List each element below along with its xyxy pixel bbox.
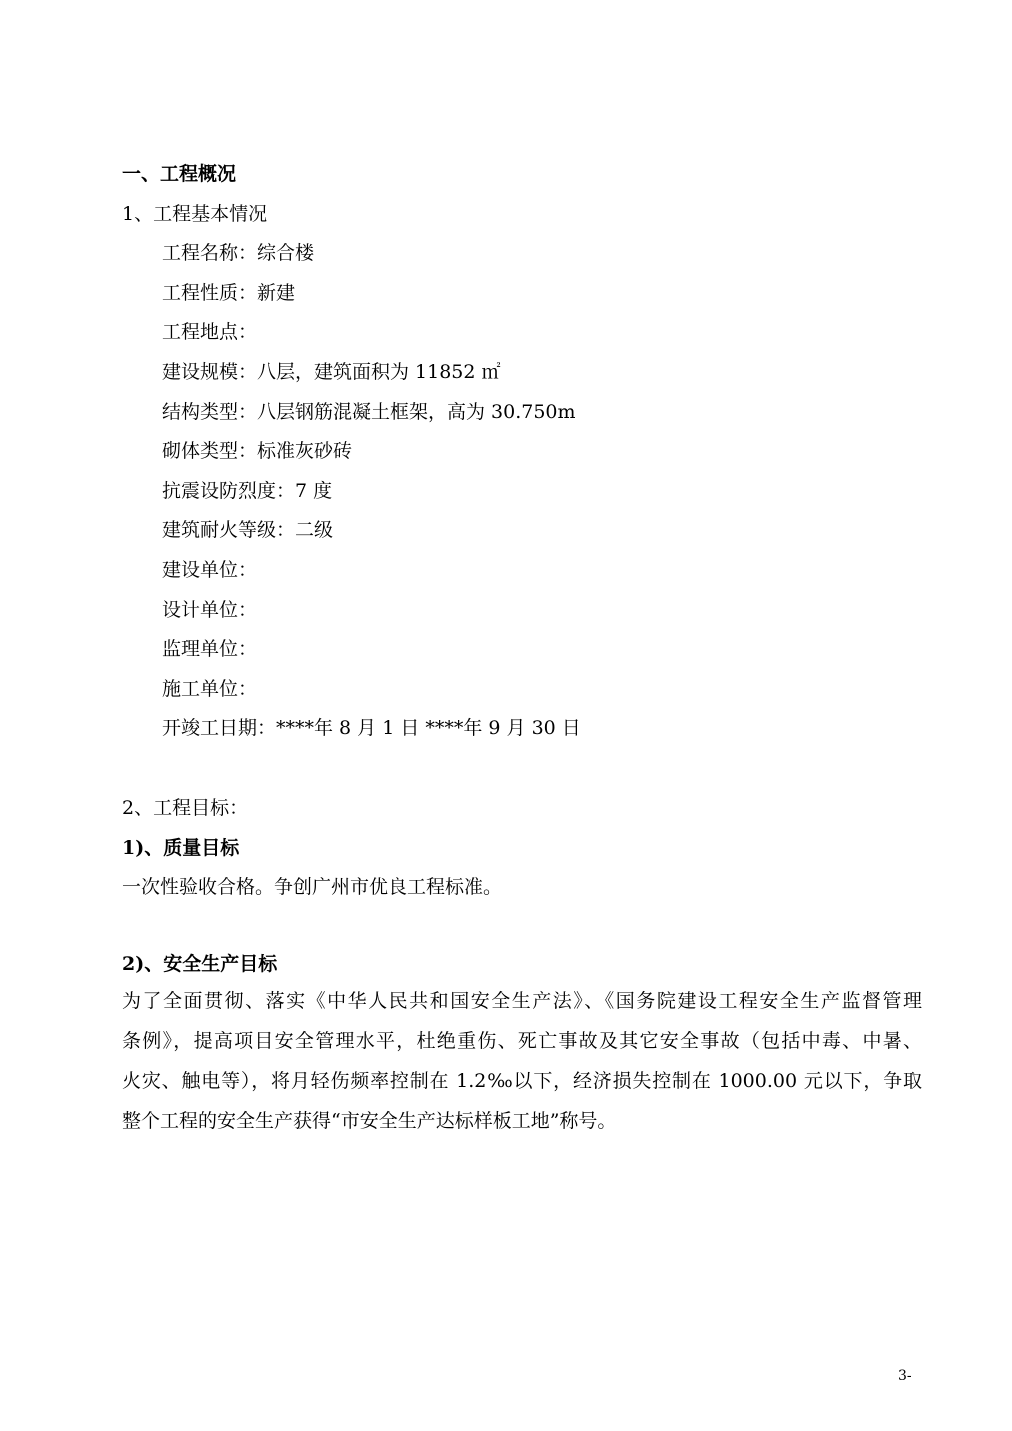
safety-goal-paragraph	[122, 981, 922, 1141]
info-construction-scale: 建设规模：八层，建筑面积为 11852 ㎡	[162, 361, 501, 383]
safety-goal-line: 火灾、触电等），将月轻伤频率控制在 1.2‰以下，经济损失控制在 1000.00 元以下，争取	[122, 1070, 922, 1092]
subheading-basic-info: 1、工程基本情况	[122, 203, 268, 225]
safety-goal-line: 条例》，提高项目安全管理水平，杜绝重伤、死亡事故及其它安全事故（包括中毒、中暑、	[122, 1030, 922, 1052]
page-number: 3-	[898, 1368, 912, 1384]
subheading-quality-goal: 1)、质量目标	[122, 837, 240, 859]
info-fire-rating: 建筑耐火等级：二级	[162, 519, 334, 541]
section-heading-project-goals: 2、工程目标：	[122, 797, 249, 819]
info-design-unit: 设计单位：	[162, 599, 258, 621]
safety-goal-line: 整个工程的安全生产获得“市安全生产达标样板工地”称号。	[122, 1110, 617, 1132]
info-seismic-intensity: 抗震设防烈度：7 度	[162, 480, 333, 502]
info-supervision-unit: 监理单位：	[162, 638, 258, 660]
info-project-name: 工程名称：综合楼	[162, 242, 315, 264]
info-schedule-dates: 开竣工日期：****年 8 月 1 日 ****年 9 月 30 日	[162, 717, 581, 739]
info-project-location: 工程地点：	[162, 321, 258, 343]
info-masonry-type: 砌体类型：标准灰砂砖	[162, 440, 353, 462]
info-project-nature: 工程性质：新建	[162, 282, 296, 304]
info-owner-unit: 建设单位：	[162, 559, 258, 581]
info-construction-unit: 施工单位：	[162, 678, 258, 700]
safety-goal-line: 为了全面贯彻、落实《中华人民共和国安全生产法》、《国务院建设工程安全生产监督管理	[122, 990, 922, 1012]
info-structure-type: 结构类型：八层钢筋混凝土框架，高为 30.750m	[162, 401, 576, 423]
section-heading-project-overview: 一、工程概况	[122, 163, 237, 185]
subheading-safety-goal: 2)、安全生产目标	[122, 953, 278, 975]
quality-goal-text: 一次性验收合格。争创广州市优良工程标准。	[122, 876, 503, 898]
